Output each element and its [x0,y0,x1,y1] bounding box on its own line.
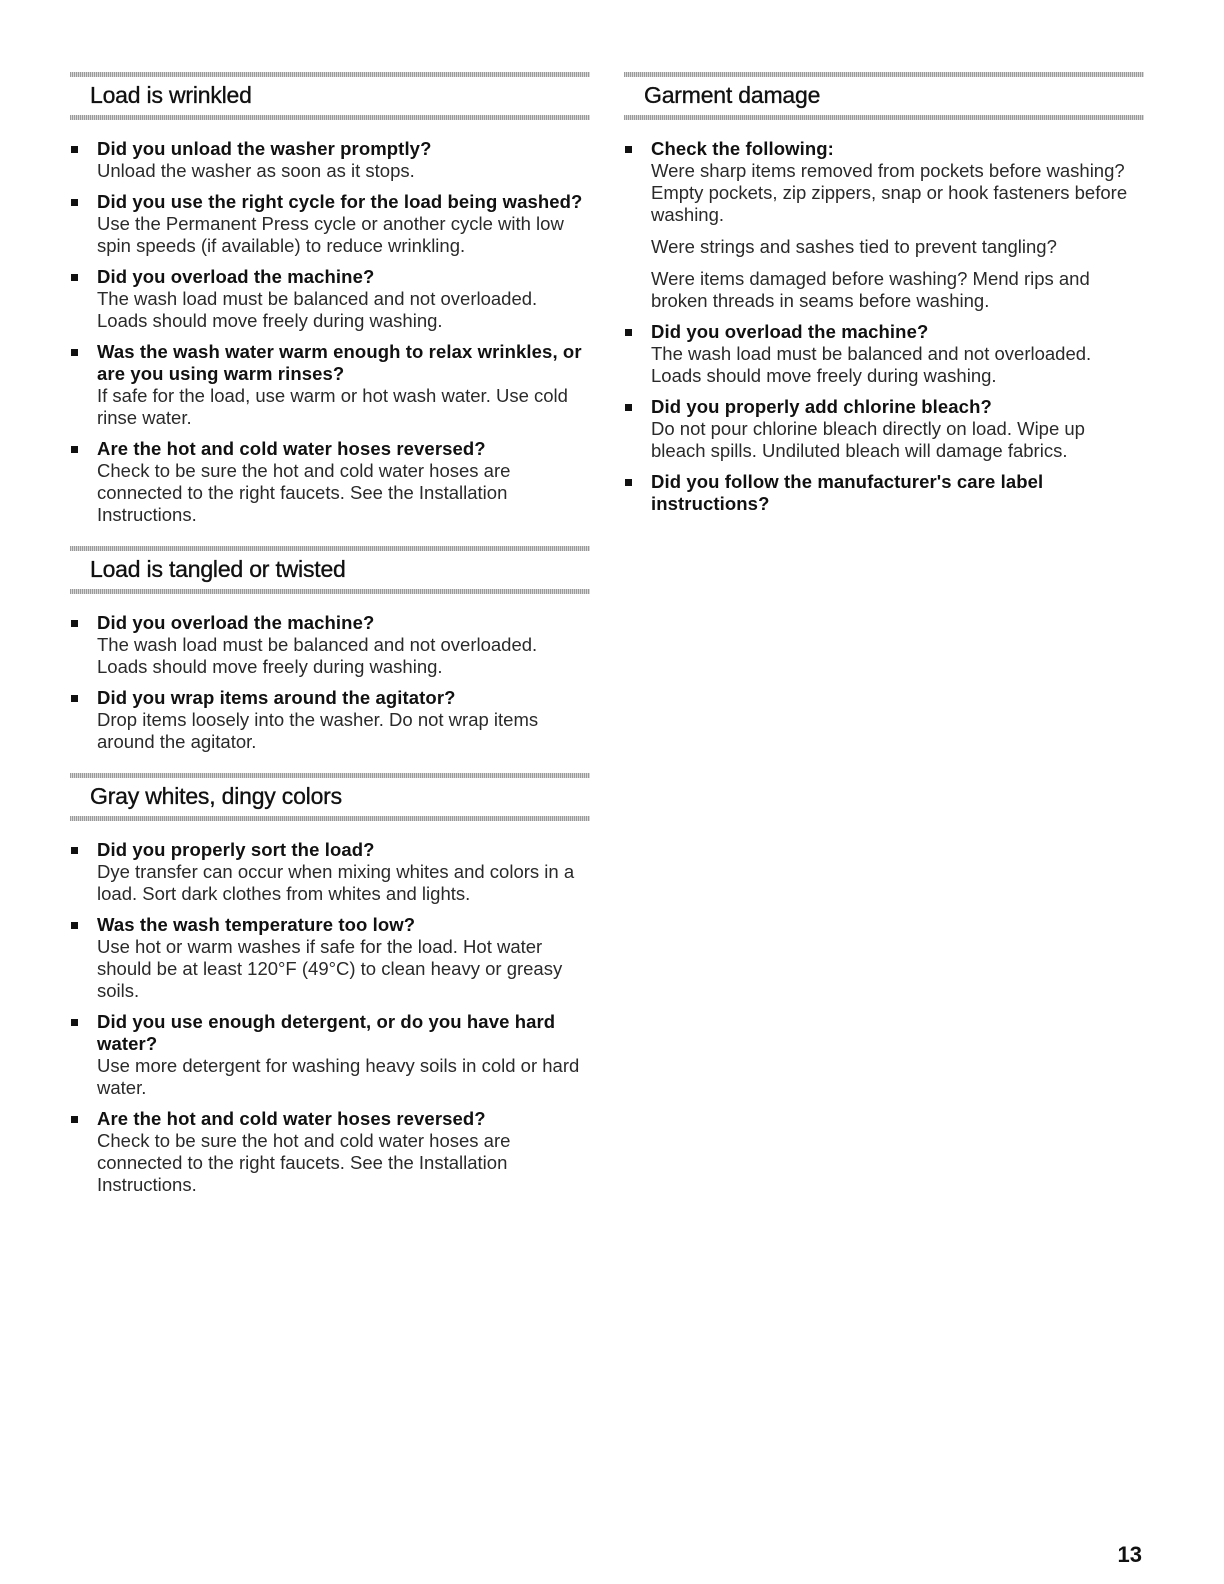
question-list [70,594,590,753]
list-item [70,914,590,1002]
answer: Use more detergent for washing heavy soils in cold or hard water. [97,1055,580,1098]
list-item [70,1108,590,1196]
list-item [70,266,590,332]
question: Did you overload the machine? [651,321,929,342]
question: Did you overload the machine? [97,612,375,633]
square-bullet-icon [71,1116,78,1123]
header-rule-bottom [70,589,590,594]
section-header [624,72,1144,120]
list-item [70,612,590,678]
question: Did you wrap items around the agitator? [97,687,456,708]
question: Did you use the right cycle for the load being washed? [97,191,583,212]
square-bullet-icon [71,1019,78,1026]
section-header [70,546,590,594]
list-item [624,396,1144,462]
list-item [70,138,590,182]
square-bullet-icon [71,847,78,854]
section-header [70,72,590,120]
section-header [70,773,590,821]
answer: The wash load must be balanced and not overloaded. Loads should move freely during washing. [651,343,1092,386]
square-bullet-icon [625,479,632,486]
list-item [70,839,590,905]
section-garment-damage [624,72,1144,515]
header-rule-bottom [70,115,590,120]
question: Did you unload the washer promptly? [97,138,432,159]
square-bullet-icon [71,199,78,206]
left-column [70,72,590,1205]
square-bullet-icon [71,349,78,356]
list-item [624,321,1144,387]
list-item [70,687,590,753]
header-rule-top [70,773,590,778]
question: Did you overload the machine? [97,266,375,287]
square-bullet-icon [71,922,78,929]
right-column [624,72,1144,524]
answer: Use the Permanent Press cycle or another cycle with low spin speeds (if available) to reduce wrinkling. [97,213,564,256]
square-bullet-icon [71,620,78,627]
answer: If safe for the load, use warm or hot wash water. Use cold rinse water. [97,385,568,428]
section-title: Gray whites, dingy colors [90,783,342,809]
section-gray-whites [70,773,590,1196]
answer: Use hot or warm washes if safe for the load. Hot water should be at least 120°F (49°C) to clean heavy or greasy soils. [97,936,563,1001]
answer: Drop items loosely into the washer. Do not wrap items around the agitator. [97,709,539,752]
question-list [70,120,590,526]
answer: The wash load must be balanced and not overloaded. Loads should move freely during washing. [97,288,538,331]
section-title: Load is tangled or twisted [90,556,346,582]
list-item [624,471,1144,515]
square-bullet-icon [71,446,78,453]
question-list [70,821,590,1196]
square-bullet-icon [71,274,78,281]
question: Did you use enough detergent, or do you have hard water? [97,1011,556,1054]
square-bullet-icon [71,695,78,702]
square-bullet-icon [71,146,78,153]
header-rule-bottom [70,816,590,821]
question: Was the wash water warm enough to relax wrinkles, or are you using warm rinses? [97,341,582,384]
question-list [624,120,1144,515]
section-load-tangled [70,546,590,753]
list-item [624,138,1144,312]
square-bullet-icon [625,404,632,411]
list-item [70,341,590,429]
header-rule-top [624,72,1144,77]
answer: Dye transfer can occur when mixing whites and colors in a load. Sort dark clothes from whites and lights. [97,861,575,904]
header-rule-top [70,546,590,551]
list-item [70,438,590,526]
section-load-wrinkled [70,72,590,526]
question: Are the hot and cold water hoses reversed? [97,438,486,459]
list-item [70,1011,590,1099]
answer: Were sharp items removed from pockets before washing? Empty pockets, zip zippers, snap or hook fasteners before washing. [651,160,1128,225]
page-number: 13 [1117,1542,1142,1567]
answer: Unload the washer as soon as it stops. [97,160,415,181]
answer: Were items damaged before washing? Mend rips and broken threads in seams before washing. [651,268,1090,311]
section-title: Load is wrinkled [90,82,252,108]
answer: Were strings and sashes tied to prevent tangling? [651,236,1057,257]
question: Was the wash temperature too low? [97,914,416,935]
header-rule-top [70,72,590,77]
question: Check the following: [651,138,834,159]
question: Did you properly add chlorine bleach? [651,396,992,417]
square-bullet-icon [625,146,632,153]
question: Did you properly sort the load? [97,839,375,860]
answer: Check to be sure the hot and cold water hoses are connected to the right faucets. See the Installation Instructions. [97,460,511,525]
square-bullet-icon [625,329,632,336]
header-rule-bottom [624,115,1144,120]
list-item [70,191,590,257]
question: Are the hot and cold water hoses reversed? [97,1108,486,1129]
section-title: Garment damage [644,82,821,108]
question: Did you follow the manufacturer's care label instructions? [651,471,1044,514]
answer: Check to be sure the hot and cold water hoses are connected to the right faucets. See the Installation Instructions. [97,1130,511,1195]
answer: The wash load must be balanced and not overloaded. Loads should move freely during washing. [97,634,538,677]
answer: Do not pour chlorine bleach directly on load. Wipe up bleach spills. Undiluted bleach will damage fabrics. [651,418,1085,461]
